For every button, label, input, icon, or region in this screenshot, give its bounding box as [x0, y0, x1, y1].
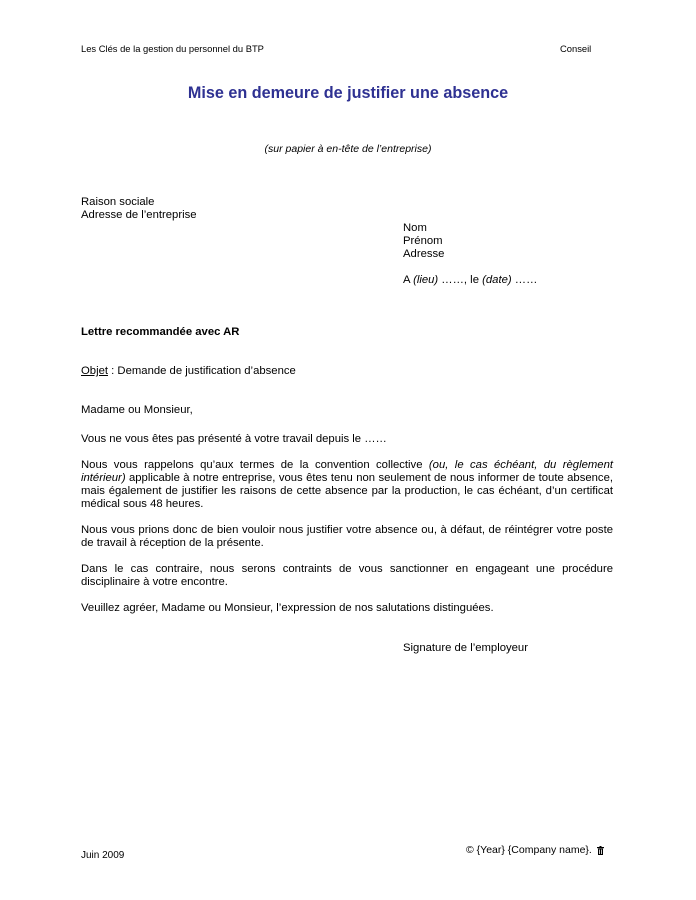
paragraph-closing: Veuillez agréer, Madame ou Monsieur, l’expression de nos salutations distinguées. [81, 602, 494, 614]
footer-copyright [466, 844, 604, 857]
paragraph-request: Nous vous prions donc de bien vouloir nous justifier votre absence ou, à défaut, de réintégrer votre poste de travail à réception de la présente. [81, 524, 613, 549]
dateline-date: (date) [482, 274, 512, 286]
document-title: Mise en demeure de justifier une absence [187, 84, 509, 102]
trash-icon [597, 846, 604, 855]
sender-name: Raison sociale [81, 196, 155, 208]
recipient-name: Nom [403, 222, 427, 234]
paragraph-reminder-italic: (ou, le cas échéant, du règlement intérieur) [81, 459, 613, 484]
salutation: Madame ou Monsieur, [81, 404, 193, 416]
place-date-line [403, 274, 537, 287]
document-subtitle: (sur papier à en-tête de l’entreprise) [264, 143, 432, 155]
subject-line [81, 365, 296, 378]
paragraph-reminder-part1: Nous vous rappelons qu’aux termes de la convention collective [81, 459, 429, 471]
recipient-block [403, 222, 444, 261]
dateline-suffix: …… [511, 274, 538, 286]
employer-signature-label: Signature de l’employeur [403, 642, 528, 654]
sender-address: Adresse de l’entreprise [81, 209, 197, 221]
header-left-text: Les Clés de la gestion du personnel du BTP [81, 43, 264, 54]
sender-block [81, 196, 197, 222]
paragraph-absence: Vous ne vous êtes pas présenté à votre travail depuis le …… [81, 433, 387, 445]
paragraph-reminder [81, 459, 613, 511]
header-right-text: Conseil [560, 43, 592, 54]
subject-label: Objet [81, 365, 109, 377]
footer-date: Juin 2009 [81, 850, 125, 861]
dateline-middle: ……, le [438, 274, 483, 286]
recipient-address: Adresse [403, 248, 445, 260]
recipient-firstname: Prénom [403, 235, 443, 247]
subject-text: : Demande de justification d’absence [108, 365, 296, 377]
registered-mail-notice: Lettre recommandée avec AR [81, 326, 240, 338]
paragraph-reminder-part2: applicable à notre entreprise, vous êtes tenu non seulement de nous informer de toute absence, mais également de justifier les raisons de cette absence par la production, le cas échéant, d’un certificat médical sous 48 heures. [81, 472, 613, 510]
dateline-lieu: (lieu) [413, 274, 439, 286]
paragraph-sanction: Dans le cas contraire, nous serons contraints de vous sanctionner en engageant une procédure disciplinaire à votre encontre. [81, 563, 613, 588]
footer-copyright-text: © {Year} {Company name}. [466, 844, 592, 856]
dateline-prefix: A [403, 274, 414, 286]
